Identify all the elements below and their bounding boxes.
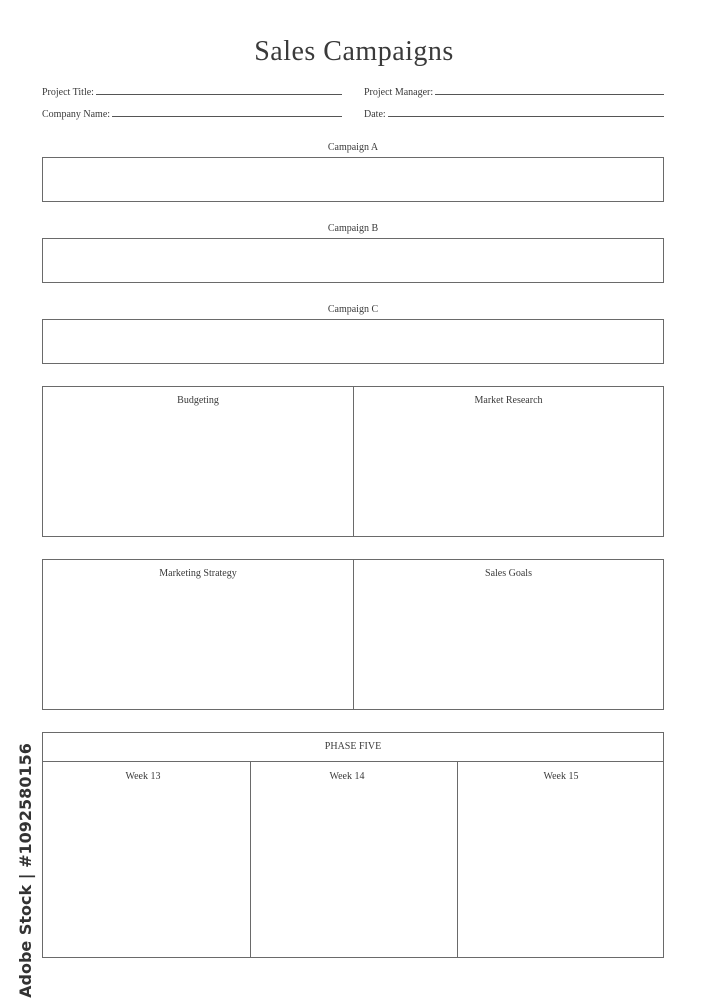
market-research-cell[interactable] bbox=[354, 387, 663, 536]
campaign-b-label: Campaign B bbox=[327, 223, 379, 234]
week-14-label: Week 14 bbox=[329, 771, 365, 782]
project-title-line bbox=[96, 93, 342, 95]
company-name-line bbox=[112, 115, 342, 117]
project-manager-field[interactable] bbox=[364, 82, 664, 98]
campaign-b-box[interactable] bbox=[42, 238, 664, 283]
strategy-goals-grid bbox=[42, 559, 664, 710]
marketing-strategy-cell[interactable] bbox=[43, 560, 353, 709]
project-manager-line bbox=[435, 93, 664, 95]
budgeting-research-grid bbox=[42, 386, 664, 537]
market-research-label: Market Research bbox=[474, 395, 543, 406]
week-13-cell[interactable] bbox=[43, 762, 250, 957]
campaign-c-label: Campaign C bbox=[327, 304, 379, 315]
company-name-label: Company Name: bbox=[42, 109, 111, 120]
sales-goals-cell[interactable] bbox=[354, 560, 663, 709]
week-15-label: Week 15 bbox=[543, 771, 579, 782]
budgeting-label: Budgeting bbox=[177, 395, 219, 406]
date-label: Date: bbox=[364, 109, 386, 120]
page-title: Sales Campaigns bbox=[254, 36, 454, 67]
week-14-cell[interactable] bbox=[251, 762, 457, 957]
budgeting-cell[interactable] bbox=[43, 387, 353, 536]
phase-five-label: PHASE FIVE bbox=[324, 741, 382, 752]
project-title-field[interactable] bbox=[42, 82, 342, 98]
week-15-cell[interactable] bbox=[458, 762, 663, 957]
campaign-a-box[interactable] bbox=[42, 157, 664, 202]
campaign-a-label: Campaign A bbox=[327, 142, 379, 153]
project-manager-label: Project Manager: bbox=[364, 87, 434, 98]
week-13-label: Week 13 bbox=[125, 771, 161, 782]
sales-goals-label: Sales Goals bbox=[485, 568, 532, 579]
stock-watermark-label bbox=[14, 742, 36, 998]
date-field[interactable] bbox=[364, 104, 664, 120]
company-name-field[interactable] bbox=[42, 104, 342, 120]
marketing-strategy-label: Marketing Strategy bbox=[159, 568, 237, 579]
phase-five-table bbox=[42, 732, 664, 958]
stock-watermark-text: Adobe Stock | #1092580156 bbox=[15, 742, 35, 998]
date-line bbox=[388, 115, 664, 117]
campaign-c-box[interactable] bbox=[42, 319, 664, 364]
project-title-label: Project Title: bbox=[42, 87, 94, 98]
